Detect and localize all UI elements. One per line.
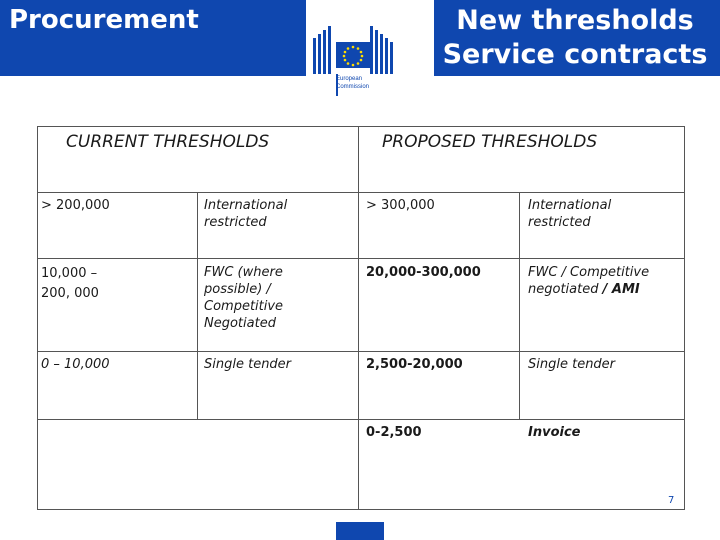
grid-line [37, 351, 685, 352]
proposed-procedure: International restricted [528, 198, 612, 230]
proposed-amount: 20,000-300,000 [366, 265, 481, 280]
proposed-amount: > 300,000 [366, 198, 435, 213]
current-amount: 10,000 – 200, 000 [41, 266, 99, 301]
current-thresholds-header: CURRENT THRESHOLDS [66, 132, 270, 152]
title-line-2: Service contracts [442, 39, 708, 70]
proposed-procedure: Invoice [528, 425, 581, 440]
grid-line [197, 192, 198, 420]
page-number: 7 [668, 495, 675, 506]
grid-line [519, 192, 520, 420]
proposed-procedure: Single tender [528, 357, 616, 372]
footer-block [336, 522, 384, 540]
current-amount: 0 – 10,000 [41, 357, 110, 372]
grid-line [37, 258, 685, 259]
grid-line [358, 126, 359, 510]
ami-label: / AMI [602, 282, 640, 297]
current-procedure: International restricted [204, 198, 288, 230]
proposed-amount: 2,500-20,000 [366, 357, 463, 372]
current-procedure: Single tender [204, 357, 292, 372]
thresholds-table [37, 126, 685, 510]
title-line-1: New thresholds [456, 5, 694, 36]
current-procedure: FWC (where possible) / Competitive Negotiated [204, 265, 284, 331]
slide-title-right [434, 4, 716, 72]
grid-line [37, 192, 685, 193]
proposed-procedure: FWC / Competitive negotiated / AMI [528, 265, 650, 297]
current-amount: > 200,000 [41, 198, 110, 213]
logo-wordmark: European Commission [336, 76, 370, 90]
grid-line [37, 419, 685, 420]
proposed-thresholds-header: PROPOSED THRESHOLDS [382, 132, 598, 152]
slide-title-left: Procurement [9, 5, 199, 35]
proposed-amount: 0-2,500 [366, 425, 422, 440]
